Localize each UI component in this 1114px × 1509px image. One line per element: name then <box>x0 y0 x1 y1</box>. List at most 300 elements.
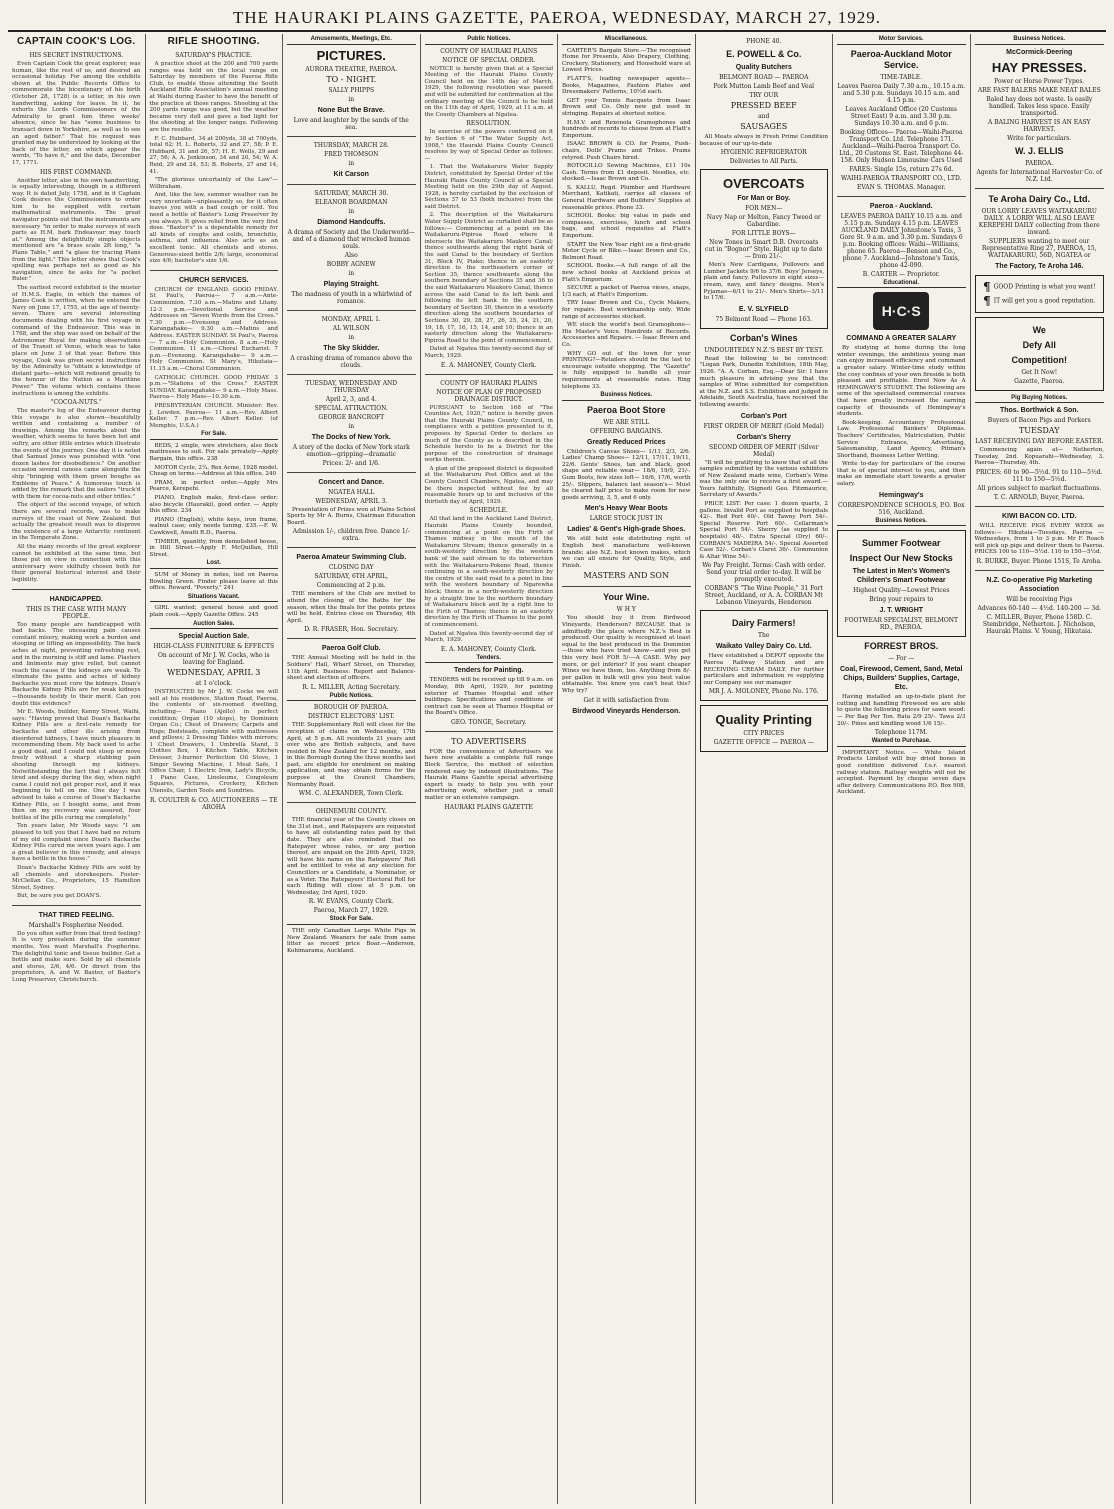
article-paragraph: But, be sure you get DOAN'S. <box>17 893 102 900</box>
classified-ad: ISAAC BROWN & CO. for Prams, Push-chairs, Dolls' Prams and Trikes. Prams retyred. Push Chairs hired. <box>562 141 691 161</box>
ad-subtitle: We Pay Freight. Terms: Cash with order. Send your trial order to-day. It will be promptly executed. <box>702 562 826 584</box>
ad-signature: MR J. A. MOLONEY, Phone No. 176. <box>708 688 819 696</box>
ad-title: FORREST BROS. <box>864 641 939 652</box>
article-paragraph: The earliest record exhibited is the muster of H.M.S. Eagle, in which the names of James Cook is written, when he entered the Navy on June 17, 1755, at the age of twenty-seven. There are several interesting documents dealing with his first voyage in command of the Endeavour. This was in 1768, and the ship was used on behalf of the Astronomer Royal for making observations of the Transit of Venus, which was to take place on June 3 of that year. Before this voyage, Cook was given secret instructions by the Admiralty to "obtain a knowledge of distant parts—which will redound greatly to the honour of the Nation as a Maritime Power." The volume which contains these instructions is among the exhibits. <box>12 285 141 397</box>
ad-subtitle: Navy Nap or Melton, Fancy Tweed or Gabardine. <box>706 214 821 229</box>
screening-date: SATURDAY, MARCH 30. <box>314 189 389 197</box>
notice-paragraph: NOTICE is hereby given that at a Special Meeting of the Hauraki Plains County Council held on the 14th day of March, 1929, the following resolution was passed and will be submitted for confirmation at the ordinary meeting of the Council to be held on the 11th day of April, 1929, at 11 a.m. at the County Chambers at Ngatea. <box>424 65 553 118</box>
columns <box>8 34 1108 1504</box>
ad-signature: R. BURKE, Buyer. Phone 151S, Te Aroha. <box>976 557 1102 565</box>
article-paragraph: Ten years later, Mr Woods says: "I am pleased to tell you that I have had no return of my old complaint since Doan's Backache Kidney Pills cured me seven years ago. I am a great believer in this remedy, and always have a bottle in the house." <box>12 823 141 863</box>
ticket-prices: Prices: 2/- and 1/6. <box>322 459 380 467</box>
divider <box>287 802 416 803</box>
ad-subtitle: The <box>758 632 770 640</box>
classified-ad: GET your Tennis Racquets from Isaac Brown and Co. Only new gut used in stringing. Repairs at shortest notice. <box>562 97 691 117</box>
article-paragraph: All the many records of the great explorer cannot be exhibited at the same time, but those put on view in connection with this anniversary were skilfully chosen both for their general historical interest and their legibility. <box>12 543 141 583</box>
ad-paragraph: Write to-day for particulars of the course that is of special interest to you, and then make an immediate start towards a greater salary. <box>837 461 966 488</box>
divider <box>975 506 1105 507</box>
divider <box>287 310 416 311</box>
column-5 <box>558 34 696 1504</box>
ad-subtitle: Baled hay does not waste. Is easily handled. Takes less space. Easily transported. <box>986 95 1093 117</box>
event-signature: R. L. MILLER, Acting Secretary. <box>302 683 401 691</box>
section-heading: Pig Buying Notices. <box>975 395 1105 404</box>
section-heading: Motor Services. <box>837 36 966 45</box>
event-title: Paeroa Golf Club. <box>321 645 381 653</box>
ad-subtitle: LARGE STOCK JUST IN <box>589 515 663 523</box>
special-attraction: SPECIAL ATTRACTION. <box>314 404 388 412</box>
ad-heading: The Latest in Men's Women's Children's Smart Footwear <box>852 568 950 585</box>
ad-title: E. POWELL & Co. <box>726 49 802 59</box>
ad-subtitle: LAST RECEIVING DAY BEFORE EASTER. <box>975 438 1104 446</box>
film-star: SALLY PHIPPS <box>328 86 375 94</box>
ad-subtitle: CITY PRICES <box>743 730 785 738</box>
divider <box>12 905 141 906</box>
ad-paragraph: Have established a DEPOT opposite the Paeroa Railway Station and are RECEIVING CREAM DAILY. For further particulars and information re supplying our Company see our manager <box>703 653 824 686</box>
article-paragraph: Mr E. Woods, builder, Kenny Street, Waihi, says: "Having proved that Doan's Backache Kidney Pills are a first-rate remedy for backache and other ills arising from disordered kidneys, I have much pleasure in recommending them. My back used to ache a good deal, and I could not stoop or move freely without a sharp stabbing pain shooting through my kidneys. Notwithstanding the fact that I always felt tired and sleepy during the day, when night came I could not get proper rest, and it was beginning to tell on me. One day I was advised to take a course of Doan's Backache Kidney Pills, so I bought some, and from then on my recovery was assured, four bottles of the pills curing me completely." <box>12 709 141 821</box>
auction-title: Special Auction Sale. <box>178 633 250 641</box>
auction-subtitle: HIGH-CLASS FURNITURE & EFFECTS <box>153 643 275 651</box>
event-venue: NGATEA HALL <box>328 488 375 496</box>
ad-subtitle: WE ARE STILL <box>603 418 650 426</box>
ad-heading: Competition! <box>1011 354 1067 365</box>
event-signature: D. R. FRASER, Hon. Secretary. <box>304 626 399 634</box>
ad-subtitle: Buyers of Bacon Pigs and Porkers <box>987 417 1091 425</box>
classified-ad: MOTOR Cycle, 2¼, Rex Acme, 1928 model. Cheap on terms.—Address at this office. 240 <box>149 464 278 478</box>
course-list: Book-keeping. Accountancy Professional Law. Professional Bankers' Diplomas. Teachers' Certificates, Matriculation, Public Service Entrance, Advertising, Salesmanship, Land Agency, Pitman's Shorthand, Business Letter Writing. <box>837 419 966 459</box>
ad-heading: TUESDAY <box>1018 426 1060 436</box>
church-listing: CATHOLIC CHURCH. GOOD FRIDAY. 3 p.m.—"Stations of the Cross." EASTER SUNDAY. Karangahake— 9 a.m.—Holy Mass. Paeroa— Holy Mass—10.30 a.m. <box>149 374 278 401</box>
ad-subtitle: Write for particulars. <box>1007 134 1072 142</box>
price-list: PRICE LIST: Per case: 1 dozen quarts, 2 gallons. Invalid Port as supplied to hospitals 42/-. Red Port 40/-. Old Tawny Port 54/-. Special Reserve Port 60/-. Cellarman's Special Port 54/-. Sherry (as supplied to hospitals) 48/-. Extra Special (Dry) 60/-. CORBAN'S MADEIRA 54/-. Special Assorted Case 52/-. Corban's Claret 36/-. Communion & Altar Wine 54/-. <box>699 501 828 560</box>
ad-signature: C. MILLER, Buyer, Phone 158D. C. Stembridge, Netherton. J. Nicholson, Hauraki Plains. V. Young, Hikutaia. <box>982 613 1096 635</box>
event-admission: Admission 1/-, children free. Dance 1/- extra. <box>292 528 410 543</box>
film-title: The Sky Skidder. <box>323 344 380 352</box>
film-star: FRED THOMSON <box>324 150 379 158</box>
advertisers-title: TO ADVERTISERS <box>451 736 527 746</box>
ad-subtitle: All prices subject to market fluctuations. <box>977 484 1102 492</box>
section-heading: Business Notices. <box>837 518 966 527</box>
ad-title: COMMAND A GREATER SALARY <box>846 335 957 343</box>
notice-signature: E. A. MAHONEY, County Clerk. <box>440 361 537 369</box>
divider <box>287 136 416 137</box>
tender-paragraph: TENDERS will be received up till 9 a.m. on Monday, 8th April, 1929, for painting exterior of Thames Hospital and other buildings. Specifications and conditions of contract can be seen at Thames Hospital or the Board's Office. <box>424 677 553 717</box>
ad-address: BELMONT ROAD — PAEROA <box>719 74 809 81</box>
divider <box>150 270 279 271</box>
film-desc: A drama of Society and the Underworld—and of a diamond that wrecked human souls. <box>287 228 415 250</box>
ad-heading: HAY PRESSES. <box>991 59 1087 75</box>
ad-paragraph: WILL RECEIVE PIGS EVERY WEEK as follows:— Hikutaia—Tuesdays. Paeroa — Wednesdays, from 1 to 3 p.m. Mr F. Roach will pick up pigs and deliver them to Paeroa. PRICES 100 to 110—5½d. 110 to 150—5½d. <box>974 522 1104 556</box>
section-heading: Wanted to Purchase. <box>837 738 966 747</box>
notice-title: COUNTY OF HAURAKI PLAINS <box>440 47 538 55</box>
film-in: in <box>348 269 355 277</box>
classified-heading: For Sale. <box>150 431 279 440</box>
section-heading: Educational. <box>837 280 966 289</box>
film-in: in <box>348 422 355 430</box>
ad-signature: J. T. WRIGHT <box>879 607 924 615</box>
ad-paragraph: We still hold sole distributing right of English best manufacture well-known brands; also N.Z. best known makes, which we can all ensure for Quality, Style, and Finish. <box>562 536 691 569</box>
classified-ad: IMPORTANT Notice. — White Island Products Limited will buy dried bones in good condition delivered f.o.r. nearest railway station. Railway weights will not be accepted. Payment by cheque seven days after delivery. Communications P.O. Box 908, Auckland. <box>837 749 966 796</box>
film-title: Kit Carson <box>333 170 369 178</box>
film-desc: A crashing drama of romance above the clouds. <box>290 354 413 369</box>
ad-heading: PRESSED BEEF <box>730 101 797 110</box>
article-paragraph: Even Captain Cook the great explorer, was human, like the rest of us, and desired an occasional holiday. For among the exhibits shown at the Public Records Office to commemorate the bicentenary of his birth (October 28, 1728) is a letter, in his own handwriting, asking for leave. In it, he exhorts the Lords Commissioners of the Admiralty to grant him three weeks' absence, since he has "some business to transact down in Yorkshire, as well as to see an aged father." That his request was granted may be understood by looking at the back of the letter, on which appear the words, "To have it," and the date, December 17, 1771. <box>12 61 141 166</box>
ad-paragraph: Children's Canvas Shoes— 1/11, 2/3, 2/6. Ladies' Champ Shoes— 12/11, 17/11, 19/11, 22/6. Gents' Shoes, tan and black, good shape and reliable wear— 18/6, 19/9, 21/-. Gum Boots, few sizes left— 16/6, 17/6, worth 25/-. Slippers, balance last season's— Must be cleared half price to make room for new goods arriving, 3, 5, and 6 only. <box>562 448 691 501</box>
ad-title: KIWI BACON CO. LTD. <box>1001 512 1077 520</box>
article-subhead: SATURDAY'S PRACTICE. <box>175 52 253 59</box>
film-title: The Docks of New York. <box>311 433 391 441</box>
printing-line-text: GOOD Printing is what you want! <box>993 283 1096 291</box>
footwear-ad <box>837 530 966 637</box>
film-star: GEORGE BANCROFT <box>318 413 385 421</box>
ad-title: Corban's Wines <box>729 332 798 343</box>
ad-title: McCormick-Deering <box>1006 48 1073 56</box>
divider <box>975 570 1105 571</box>
notice-paragraph: PURSUANT to Section 168 of "The Counties Act, 1920," notice is hereby given that the Hauraki Plains County Council, in compliance with a petition presented to it, proposes by Special Order to declare so much of the County as is described in the Schedule hereto to be a District for the purpose of the construction of drainage works therein. <box>424 404 553 464</box>
ad-heading: Inspect Our New Stocks <box>849 553 953 564</box>
film-star: BOBBY AGNEW <box>326 260 376 268</box>
pictures-title: PICTURES. <box>316 47 386 63</box>
classified-ad: SCHOOL Books; big value in pads and compasses, exercises, lunch and school bags, and school requisites at Flatt's Emporium. <box>562 213 691 240</box>
ad-signature: MASTERS AND SON <box>583 571 669 581</box>
film-title: None But the Brave. <box>317 106 385 114</box>
divider <box>975 188 1105 189</box>
timetable-entry: Leaves Auckland Office (20 Customs Street East) 9 a.m. and 3.30 p.m. Sundays 10.30 a.m. and 6 p.m. <box>845 105 957 127</box>
classified-ad: CARTER'S Bargain Store.—The recognised Home for Presents. Also Drapery, Clothing, Crockery, Stationery, and Household ware at Lowest Prices. <box>562 47 691 74</box>
article-title: CAPTAIN COOK'S LOG. <box>17 36 136 47</box>
ad-title: N.Z. Co-operative Pig Marketing Association <box>986 576 1093 593</box>
divider <box>837 196 966 197</box>
notice-subtitle: DISTRICT ELECTORS' LIST. <box>307 713 395 721</box>
printing-line <box>979 281 1101 293</box>
section-heading: Tenders. <box>425 655 554 664</box>
ad-signature: T. C. ARNOLD, Buyer, Paeroa. <box>993 493 1085 501</box>
ad-heading: Hemingway's <box>879 491 924 499</box>
ad-title: Paeroa-Auckland Motor Service. <box>850 48 952 70</box>
ad-subtitle: Power or Horse Power Types. <box>994 77 1085 85</box>
column-2 <box>146 34 284 1504</box>
ad-signature: Gazette, Paeroa. <box>1014 377 1065 385</box>
classified-heading: Auction Sales. <box>150 621 279 630</box>
ad-subtitle: and <box>758 113 770 120</box>
ad-heading: Corban's Port <box>740 412 787 420</box>
ad-subtitle: UNDOUBTEDLY N.Z.'S BEST BY TEST. <box>704 346 824 354</box>
masthead: THE HAURAKI PLAINS GAZETTE, PAEROA, WEDNESDAY, MARCH 27, 1929. <box>8 6 1106 32</box>
ad-heading: Waikato Valley Dairy Co. Ltd. <box>715 643 812 651</box>
article-title: RIFLE SHOOTING. <box>167 36 260 47</box>
notice-subhead: RESOLUTION. <box>466 120 512 128</box>
ad-subtitle: OUR LORRY LEAVES WAITAKARURU DAILY. A LORRY WILL ALSO LEAVE KEREPEHI DAILY collecting from there inward. <box>978 207 1100 236</box>
ad-title: Summer Footwear <box>861 538 941 549</box>
auction-signature: R. COULTER & CO. AUCTIONEERS — TE AROHA <box>149 796 278 811</box>
classified-ad: TIMBER, quantity, from demolished house, in Hill Street.—Apply F. McQuillan, Hill Street. <box>149 538 278 558</box>
notice-paragraph: THE Supplementary Roll will close for the reception of claims on Wednesday, 17th April, at 5 p.m. All residents 21 years and over who are British subjects, and have resided in New Zealand for 12 months, and in this Borough during the three months last past, are eligible for enrolment on making application, and may obtain forms for the purpose at the Council Chambers, Normanby Road. <box>287 722 416 788</box>
article-subhead: HIS FIRST COMMAND. <box>39 168 113 176</box>
ad-subtitle: New Tones in Smart D.B. Overcoats cut in "Bognor" Style. Right up to date — from 21/-. <box>705 239 823 261</box>
tender-title: Tenders for Painting. <box>454 667 524 675</box>
article-paragraph: The object of the second voyage, of which there are several records, was to make surveys of the coast of New Zealand. But actually the greatest result was to disprove the existence of a large Antarctic continent in the Temperate Zone. <box>12 502 141 542</box>
divider <box>12 589 141 590</box>
classified-ad: H.M.V. and Rexonola Gramophones and hundreds of records to choose from at Flatt's Emporium. <box>562 119 691 139</box>
column-8 <box>971 34 1109 1504</box>
advertisers-paragraph: FOR the convenience of Advertisers we have now available a complete full range Block Service, the method of selection rendered easy by indexed illustrations. The Hauraki Plains Gazette special advertising expert is ready to help you with your advertising work, whether just a small matter or an extensive campaign. <box>424 748 553 802</box>
classified-ad: BEDS, 2 single, wire stretchers, also flock mattresses to suit. For sale privately—Apply Bargain, this office. 238 <box>149 442 278 463</box>
ad-subtitle: — For — <box>888 655 915 663</box>
classified-ad: PIANO, English make, first-class order; also bicycle (Hauraki), good order. — Apply this office. 234 <box>149 495 278 515</box>
ad-paragraph: By studying at home during the long winter evenings, the ambitious young man can enjoy increased efficiency and command a greater salary. Winter-time study within the cosy confines of your own fireside is both pleasant and profitable. Enrol Now As A HEMINGWAY'S STUDENT. The following are some of the specialised commercial courses that have greatly increased the earning capacity of thousands of Hemingway's students. <box>837 345 966 418</box>
ad-subtitle: SUPPLIERS wanting to meet our Representative Ring 27, PAEROA, 15, WAITAKARURU, 56D, NGATEA or <box>981 237 1097 259</box>
ad-signature: E. V. SLYFIELD <box>738 305 789 313</box>
classified-ad: SECURE a packet of Paeroa views, snaps, 1/3 each, at Flatt's Emporium. <box>562 285 691 298</box>
classified-heading: Lost. <box>150 560 279 569</box>
theatre-name: AURORA THEATRE, PAEROA. <box>305 65 398 73</box>
column-7 <box>833 34 971 1504</box>
film-title: Playing Straight. <box>323 280 379 288</box>
auction-note: On account of Mr J. W. Cocks, who is leaving for England. <box>157 652 270 667</box>
auction-time: at 1 o'clock. <box>195 680 233 688</box>
notice-paragraph: 2. The description of the Waitakaruru Water Supply District as curtailed shall be as follows:— Commencing at a point on the Waitakaruru-Pipiroa Road where it intersects the Waitakaruru Maukoro Canal; thence southwards along the right bank of the said Canal to the boundary of Section 31, Block IV, Piako; thence in an easterly direction to the northeastern corner of Section 35, thence southwards along the southern boundary of Sections 35 and 36 to the said Waitakaruru Maukoro Canal, thence across the said Canal to its left bank and following its left bank to the southern boundary of Section 30, thence in a westerly direction along the southern boundaries of Sections 30, 29, 28, 27, 26, 25, 24, 21, 20, 19, 18, 17, 16, 15, 14, and 10; thence in an easterly direction along the Waitakaruru-Pipiroa Road to the point of commencement. <box>424 212 553 344</box>
ad-heading: Men's Heavy Wear Boots <box>584 505 668 513</box>
section-heading: Business Notices. <box>562 392 691 401</box>
ad-signature: GAZETTE OFFICE — PAEROA — <box>713 739 814 747</box>
ad-signature: W. J. ELLIS <box>1014 145 1064 156</box>
ad-subtitle: Get It Now! <box>1021 368 1058 376</box>
film-star: AL WILSON <box>332 324 370 332</box>
classified-ad: GIRL wanted; general house and good plain cook.—Apply Gazette Office. 245 <box>149 605 278 618</box>
notice-signature: E. A. MAHONEY, County Clerk. <box>440 645 537 653</box>
ad-subtitle: FOR MEN— <box>745 205 783 213</box>
printing-line <box>979 295 1101 307</box>
screening-date: TUESDAY, WEDNESDAY AND THURSDAY <box>305 379 398 394</box>
classified-ad: TRY Isaac Brown and Co., Cycle Makers, for repairs. Best workmanship only. Wide range of accessories stocked. <box>562 300 691 320</box>
ad-subtitle: Highest Quality—Lowest Prices <box>853 587 950 595</box>
event-subtitle: CLOSING DAY <box>328 564 374 572</box>
event-date: WEDNESDAY, APRIL 3. <box>315 497 388 505</box>
article-paragraph: "The glorious uncertainty of the Law"—Wilbraham. <box>149 177 278 190</box>
notice-subtitle: NOTICE OF PLAN OF PROPOSED DRAINAGE DISTRICT. <box>436 388 542 403</box>
article-title: HANDICAPPED. <box>49 595 103 603</box>
event-paragraph: THE members of the Club are invited to attend the closing of the Baths for the season, when the finals for the points prizes will be held. Entries close on Thursday, 4th April. <box>287 591 416 624</box>
notice-title: BOROUGH OF PAEROA. <box>313 704 389 712</box>
section-heading: Public Notices. <box>287 693 416 702</box>
ad-paragraph: Read the following to be convinced: "Logan Park, Dunedin Exhibition, 18th May, 1926. "A. A. Corban, Esq.—Dear Sir: I have much pleasure in advising you that the samples of Wine submitted for competition at the N.Z. and S.S. Exhibition and judged in Adelaide, South Australia, have received the following awards: <box>699 355 828 408</box>
ad-phone: Telephone 117M. <box>874 729 928 737</box>
article-subhead: Marshall's Fospherine Needed. <box>28 921 124 929</box>
auction-date: WEDNESDAY, APRIL 3 <box>167 668 261 678</box>
ad-paragraph: "It will be gratifying to know that of all the samples submitted by the various exhibitors of New Zealand made wine, Corban's Wine was the only one to receive a first award.—Yours faithfully, (Signed) Geo. Fitzmaurice, Secretary of Awards." <box>699 459 828 499</box>
price-list: PRICES: 60 to 90—5½d. 91 to 110—5½d. 111 to 150—5½d. <box>975 468 1103 483</box>
ad-signature: CORBAN'S "The Wine People," 31 Fort Street, Auckland, or A. A. CORBAN Mt Lebanon Vineyards, Henderson <box>704 585 823 607</box>
ad-signature: The Factory, Te Aroha 146. <box>995 262 1084 270</box>
notice-paragraph: All that land in the Auckland Land District, Hauraki Plains County bounded, commencing at a point on the Firth of Thames midway in the mouth of the Waitakaruru Stream; thence generally in a south-westerly direction by the western bank of the said stream to its intersection with the Waitakaruru-Pokeno Road, thence continuing in a south-westerly direction by the centre of the said road to a point in line with the western boundary of Ngarewha block; thence in a north-westerly direction by a straight line to the northern boundary of Waitakaruru block and by a right line to the Firth of Thames; thence in an easterly direction by the Firth of Thames to the point of commencement. <box>424 516 553 628</box>
film-desc: Love and laughter by the sands of the sea. <box>293 116 409 131</box>
ad-title: Quality Printing <box>715 712 813 728</box>
ad-title: Paeroa Boot Store <box>586 404 666 415</box>
divider <box>287 374 416 375</box>
ad-subtitle: A BALING HARVEST IS AN EASY HARVEST. <box>987 118 1091 133</box>
timetable-entry: Leaves Paeroa Daily 7.30 a.m., 10.15 a.m. and 5.30 p.m. Sundays 10.15 a.m. and 4.15 p.m. <box>837 82 966 104</box>
section-heading: Amusements, Meetings, Etc. <box>287 36 416 45</box>
article-subhead: "COCOA-NUTS." <box>50 399 102 407</box>
classified-ad: SUM of Money in notes, lost on Paeroa Bowling Green. Finder please leave at this office. Reward. "Poverty." 241 <box>149 571 278 592</box>
ad-title: OVERCOATS <box>723 176 805 192</box>
article-paragraph: And, like the law, summer weather can be very uncertain—unpleasantly so, for it often leaves you with a bad cough or cold. You need a bottle of Baxter's Lung Preserver by you always. It gives relief from the very first dose. "Baxter's" is a dependable remedy for all kinds of coughs and colds, bronchitis, asthma, and influenza. Also acts as an excellent tonic. All chemists and stores. Generous-sized bottle 2/6; large, economical size 4/6; bachelor's size 1/6. <box>149 192 278 265</box>
ad-heading: We <box>1032 324 1046 335</box>
notice-paragraph: Dated at Ngatea this twenty-second day of March, 1929. <box>424 346 553 359</box>
ad-subtitle: Deliveries to All Parts. <box>729 158 798 166</box>
event-time: Commencing at 2 p.m. <box>316 582 386 590</box>
ad-title: Dairy Farmers! <box>731 618 796 629</box>
event-date: SATURDAY, 6TH APRIL, <box>314 573 389 581</box>
divider <box>425 374 554 375</box>
article-title: THAT TIRED FEELING. <box>38 911 114 919</box>
film-desc: A story of the docks of New York stark emotion—gripping—dramatic <box>292 443 410 458</box>
notice-paragraph: A plan of the proposed district is deposited at the Waitakaruru Post Office and at the County Council Chambers, Ngatea, and may be there inspected without fee by all reasonable hours up to and inclusive of the thirtieth day of April, 1929. <box>424 465 553 505</box>
classified-ad: START the New Year right on a first-grade Motor Cycle or Bike.—Isaac Brown and Co., Belmont Road. <box>562 241 691 261</box>
church-listing: PRESBYTERIAN CHURCH. Minister: Rev. J. Lowden. Paeroa— 11 a.m.—Rev. Albert Keller. 7 p.m.—Rev. Albert Keller. (of Memphis, U.S.A.) <box>149 402 278 429</box>
classified-ad: WHY GO out of the town for your PRINTING?—Retailers should be the last to encourage outside shopping. The "Gazette" is fully equipped to handle all your requirements at reasonable rates. Ring telephone 33. <box>562 350 691 390</box>
classified-ad: ROTOCILLO Sewing Machines, £11 10s Cash. Terms from £1 deposit. Needles, etc. stocked.—Isaac Brown and Co. <box>562 163 691 183</box>
article-paragraph: Too many people are handicapped with bad backs. The unceasing pain causes constant misery, making work a burden and stooping or lifting an impossibility. The back aches at night, preventing refreshing rest, and in the morning is stiff and lame. Plasters and liniments may give relief, but cannot reach the cause if the kidneys are weak. To eliminate the pains and aches of kidney backache you must cure the kidneys. Doan's Backache Kidney Pills are for weak kidneys—thousands testify to their merit. Can you doubt this evidence? <box>12 621 141 707</box>
screening-date: April 2, 3, and 4. <box>325 395 377 403</box>
divider <box>287 184 416 185</box>
ad-subtitle: OFFERING BARGAINS. <box>590 427 663 435</box>
ad-address: 75 Belmont Road — Phone 163. <box>715 315 812 323</box>
classified-ad: WE stock the world's best Gramophone—His Master's Voice. Hundreds of Records. Accessories and Repairs. — Isaac Brown and Co. <box>562 322 691 348</box>
ad-heading: SAUSAGES <box>740 122 788 131</box>
event-title: Paeroa Amateur Swimming Club. <box>296 554 407 562</box>
pilcrow-icon: ¶ <box>982 279 991 294</box>
classified-ad: S. KALLU, Regd. Plumber and Hardware Merchant, Katikati, carries all classes of General Hardware and Builders' Supplies at reasonable prices. Phone 33. <box>562 184 691 211</box>
article-subhead: THIS IS THE CASE WITH MANY PEOPLE. <box>26 605 127 620</box>
film-in: in <box>348 95 355 103</box>
film-title: Diamond Handcuffs. <box>317 218 386 226</box>
article-paragraph: Do you often suffer from that tired feeling? It is very prevalent during the summer months. You want Marshall's Fospherine. The delightful tonic and tissue builder. Get a bottle and make sure. Sold by all chemists and stores, 2/6, 4/6. Or direct from the proprietors, A. and W. Baxter, of Baxter's Lung Preserver, Christchurch. <box>12 930 141 984</box>
ad-title: Thos. Borthwick & Son. <box>999 407 1079 415</box>
ad-heading: For Man or Boy. <box>737 195 791 203</box>
ad-signature: B. CARTER — Proprietor. <box>862 270 940 278</box>
ad-heading: Corban's Sherry <box>736 433 791 441</box>
film-in: in <box>348 159 355 167</box>
ad-heading: Coal, Firewood, Cement, Sand, Metal Chips, Builders' Supplies, Cartage, Etc. <box>839 666 963 692</box>
ad-subtitle: TRY OUR <box>749 92 779 99</box>
ad-subtitle: Will be receiving Pigs <box>1006 595 1073 603</box>
price-list: Advances 60-140 — 4½d. 140-200 — 3d. <box>977 604 1101 612</box>
divider <box>425 731 554 732</box>
notice-subhead: SCHEDULE. <box>469 507 508 515</box>
event-paragraph: Presentation of Prizes won at Plains School Sports by Mr A. Burns, Chairman Education Board. <box>287 506 416 526</box>
ad-subtitle: Get it with satisfaction from <box>583 696 669 704</box>
column-1 <box>8 34 146 1504</box>
section-heading: Miscellaneous. <box>562 36 691 45</box>
ad-subtitle: Bring your repairs to <box>869 596 934 604</box>
ad-subtitle: HYGIENIC REFRIGERATOR <box>720 149 807 157</box>
film-desc: The madness of youth in a whirlwind of romance. <box>291 290 412 305</box>
section-heading: Public Notices. <box>425 36 554 45</box>
notice-subtitle: NOTICE OF SPECIAL ORDER. <box>442 56 536 64</box>
defy-ad <box>975 317 1105 391</box>
article-paragraph: A practice shoot at the 200 and 700 yards ranges was held on the local range on Saturday by members of the Paeroa Rifle Club, to enable those attending the South Auckland Rifle Association's annual meeting at Waihi during Easter to have the benefit of the practice at those ranges. Shooting at the 200 yards range was good, but the weather became very dull and gave a bad light for the shooting at the longer range. Following are the results: <box>149 61 278 133</box>
ad-paragraph: All Meats always in Fresh Prime Condition because of our up-to-date <box>699 134 828 147</box>
pilcrow-icon: ¶ <box>983 293 991 308</box>
advertisers-signature: HAURAKI PLAINS GAZETTE <box>444 803 533 811</box>
section-heading: Stock For Sale. <box>287 916 416 925</box>
article-paragraph: Another letter, also in his own handwriting, is equally interesting, though in a different way. It is dated July, 1758, and in it Captain Cook desires the Commissioners to order him to be supplied with certain mathematical instruments. The great navigator points out that the instruments are necessary "in order to make surveys of such parts as H.M. bark Endeavour may touch at." Among the delightfully simple objects mentioned are "a brass scale 2ft long," "a Plane Table," and "a glass for tracing Plans from the light." This letter shows that Cook's spelling was perhaps not as good as his navigation, since he asks for "a pocket Ruler." <box>12 177 141 283</box>
church-listing: CHURCH OF ENGLAND. GOOD FRIDAY. St Paul's, Paeroa— 7 a.m.—Ante-Communion. 7.30 a.m.—Matins and Litany. 12-3 p.m.—Devotional Service and Addresses on "Seven Words from the Cross." 7.30 p.m.—Evensong and Address. Karangahake— 9.30 a.m.—Matins and Address. EASTER SUNDAY. St Paul's, Paeroa— 7 a.m.—Holy Communion. 8 a.m.—Holy Communion. 11 a.m.—Choral Eucharist. 7 p.m.—Evensong. Karangahake— 9 a.m.—Holy Communion. St Mary's, Hikutaia— 11.15 a.m.—Choral Communion. <box>149 286 278 372</box>
timetable-entry: Booking Offices— Paeroa—Waihi-Paeroa Transport Co. Ltd. Telephone 171. Auckland—Waihi-Paeroa Transport Co. Ltd., 20 Customs St. East. Telephone 44-158. Only Hudson Limousine Cars Used <box>839 128 964 164</box>
ad-title: Your Wine. <box>603 592 650 603</box>
ad-signature: WAIHI-PAEROA TRANSPORT CO., LTD. <box>841 174 962 182</box>
ad-phone: PHONE 40. <box>746 38 782 45</box>
divider <box>287 638 416 639</box>
article-paragraph: The master's log of the Endeavour during this voyage is also shown—beautifully written and containing a number of drawings. Among the remarks about the weather, which seems to have been hot and sultry, are other little entries which illustrate the events of the journey. One day it is noted that Samuel Jones was punished with "one dozen lashes for disobedience." On another occasion several canoes came alongside the ship "bringing with them green boughs as Emblems of Peace." A humorous touch is added by the remark that the sailors "truck'd with them for cocoa-nuts and other trifles." <box>12 408 141 500</box>
ad-title: Te Aroha Dairy Co., Ltd. <box>988 193 1090 204</box>
classified-ad: FLATT'S, leading newspaper agents—Books, Magazines, Fashion Plates and Dressmakers' Patterns, 10½d each. <box>562 75 691 96</box>
ad-signature: EVAN S. THOMAS. Manager. <box>856 183 946 191</box>
ad-heading: Quality Butchers <box>735 64 792 71</box>
article-paragraph: F. C. Hubbard, 34 at 200yds, 38 at 700yds, total 62; H. L. Roberts, 32 and 27, 58; P. E. Hubbard, 31 and 26, 57; H. E. Wells, 29 and 27, 56; A. A. Jenkinson, 34 and 20, 54; W. A. Reid, 29 and 24, 53; B. Roberts, 27 and 14, 41. <box>149 135 278 175</box>
ad-paragraph: You should buy it from Birdwood Vineyards, Henderson? BECAUSE that is admittedly the place where N.Z.'s Best is produced. Our quality is recognised at least equal to the best produced in the Dominion—those who have tried know—and you get this very best FOR 5/-—A CASE. Why pay more, or get inferior? If you want cheaper Wines we have them, too. Anything from 8/- per gallon in bulk will give you best value obtainable. You know you can't beat this? Why try? <box>562 615 691 694</box>
notice-signature: R. W. EVANS, County Clerk. <box>308 898 394 906</box>
section-heading: Business Notices. <box>975 36 1105 45</box>
classified-ad: PRAM, in perfect order.—Apply Mrs Pearce, Kerepehi. <box>149 479 278 493</box>
column-3 <box>283 34 421 1504</box>
divider <box>287 547 416 548</box>
ad-address: PAEROA. <box>1025 159 1054 167</box>
ad-subtitle: FOR LITTLE BOYS— <box>731 230 796 238</box>
notice-date: Paeroa, March 27, 1929. <box>313 907 389 915</box>
ad-subtitle: ARE FAST BALERS MAKE NEAT BALES <box>977 86 1101 94</box>
ad-subtitle: TIME-TABLE. <box>880 73 922 81</box>
timetable-entry: LEAVES PAEROA DAILY 10.15 a.m. and 5.15 p.m. Sundays 4.15 p.m. LEAVES AUCKLAND DAILY Johnstone's Taxis, 3 Gore St. 9 a.m. and 3.30 p.m. Sundays 6 p.m. Booking offices: Waihi—Williams, phone 65. Paeroa—Benson and Co., phone 7. Auckland—Johnstone's Taxis, phone 42-090. <box>839 212 963 269</box>
screening-date: MONDAY, APRIL 1. <box>321 315 381 323</box>
hcs-logo: H·C·S <box>873 292 929 330</box>
fares: FARES: Single 15s, return 27s 6d. <box>849 165 954 173</box>
film-in: in <box>348 333 355 341</box>
printing-line-text: IT will get you a good reputation. <box>993 297 1096 305</box>
article-paragraph: Doan's Backache Kidney Pills are sold by all chemists and storekeepers. Foster-McClellan Co., Proprietors, 15 Hamilton Street, Sydney. <box>12 864 141 891</box>
column-4 <box>421 34 559 1504</box>
classified-ad: THE only Canadian Large White Pigs in New Zealand. Weaners for sale from same litter as record price Boar.—Anderson, Kohimarama, Auckland. <box>287 927 416 954</box>
film-also: Also <box>344 251 358 259</box>
ad-subtitle: Agents for International Harvester Co. of N.Z. Ltd. <box>976 168 1102 183</box>
ad-title: Paeroa - Auckland. <box>869 202 933 210</box>
ad-paragraph: Commencing again at— Netherton, Tuesday, 2nd. Kopuarahi—Wednesday, 3. Paeroa—Thursday, 4th. <box>974 447 1104 467</box>
ad-heading: Defy All <box>1022 339 1056 350</box>
notice-signature: WM. C. ALEXANDER, Town Clerk. <box>298 790 404 798</box>
divider <box>562 586 691 587</box>
notice-paragraph: 1. That the Waitakaruru Water Supply District, constituted by Special Order of the Hauraki Plains County Council at a Special Meeting held on the 29th day of August, 1928, is hereby curtailed by the exclusion of Sections 37 to 53 (both inclusive) from the said District. <box>424 164 553 210</box>
ad-signature: Birdwood Vineyards Henderson. <box>572 707 681 715</box>
notice-title: COUNTY OF HAURAKI PLAINS <box>440 379 538 387</box>
column-6 <box>696 34 834 1504</box>
ad-heading: Ladies' & Gent's High-grade Shoes. <box>567 526 686 534</box>
screening-date: THURSDAY, MARCH 28. <box>313 141 389 149</box>
auction-paragraph: INSTRUCTED by Mr J. W. Cocks we will sell at his residence, Station Road, Paeroa, the contents of six-roomed dwelling, including— Piano (Ajello) in perfect condition; Organ (10 stops), by Dominion Organ Co.; Chest of Drawers; Carpets and Rugs; Bedsteads, complete with mattresses and pillows; 2 Dressing Tables with mirrors; 1 Chest Drawers, 1 Umbrella Stand, 3 Clothes Box, 1 Kitchen Table, Kitchen Dresser, 3-burner Perfection Oil Stove, 1 Singer Sewing Machine, 1 Meat Safe, 1 Office Chair, 1 Electric Iron, Lady's Bicycle, 1 Piano Case, Linoleums, Congoleum Squares, Pictures, Crockery, Kitchen Utensils, Garden Tools and Sundries. <box>149 689 278 795</box>
overcoats-ad <box>700 169 829 329</box>
classified-heading: Situations Vacant. <box>150 594 279 603</box>
printing-ad <box>975 275 1105 313</box>
dairy-ad <box>700 610 829 701</box>
notice-title: OHINEMURI COUNTY. <box>315 808 387 816</box>
notice-paragraph: Dated at Ngatea this twenty-second day of March, 1929. <box>424 630 553 644</box>
ad-signature: CORRESPONDENCE SCHOOLS, P.O. Box 516, Auckland. <box>837 501 965 516</box>
ad-subtitle: W H Y <box>616 606 636 614</box>
divider <box>287 472 416 473</box>
notice-paragraph: In exercise of the powers conferred on it by Section 6 of "The Water Supply Act, 1908," the Hauraki Plains County Council resolves by way of Special Order as follows:— <box>424 129 553 162</box>
ad-subtitle: Pork Mutton Lamb Beef and Veal <box>713 83 815 90</box>
article-subhead: HIS SECRET INSTRUCTIONS. <box>29 52 124 59</box>
event-paragraph: THE Annual Meeting will be held in the Soldiers' Hall, Wharf Street, on Thursday, 11th April. Business: Report and Balance-sheet and election of officers. <box>287 655 416 682</box>
